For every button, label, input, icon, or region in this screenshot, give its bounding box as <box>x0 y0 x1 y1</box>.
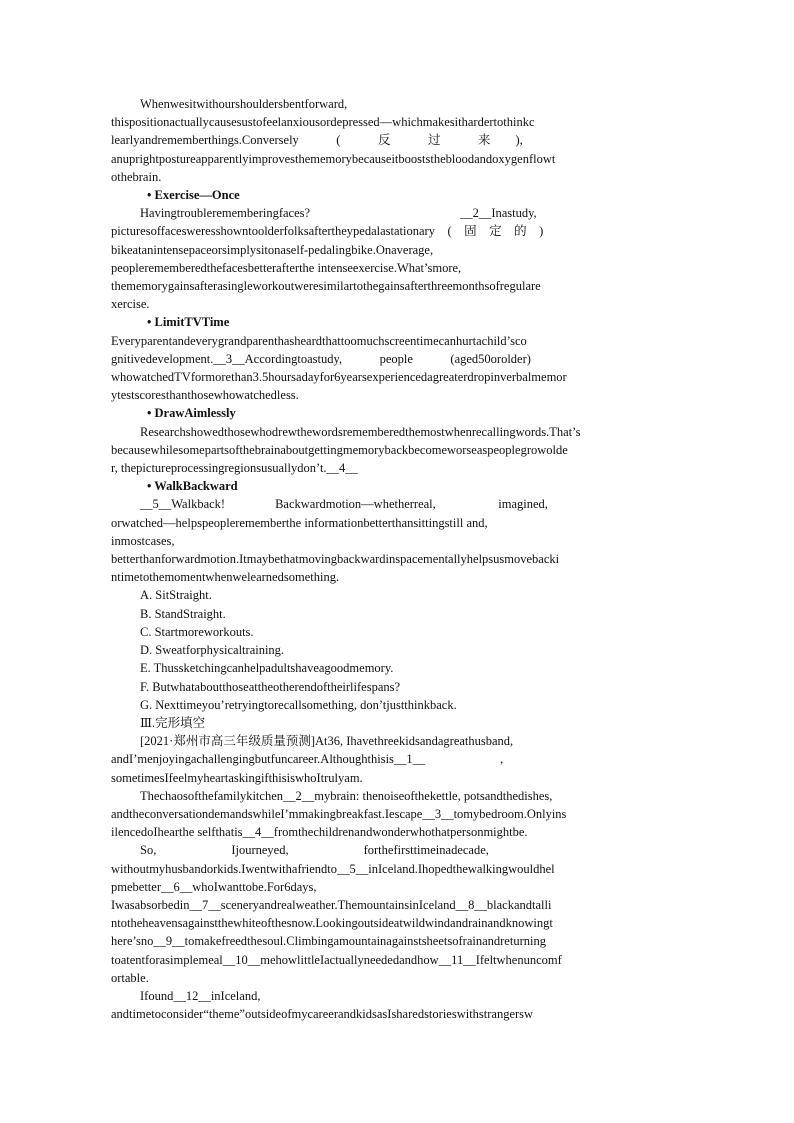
paragraph-walk <box>111 495 677 586</box>
text-line: here’sno__9__tomakefreedthesoul.Climbingamountainagainstsheetsofrainandreturning <box>111 934 546 949</box>
option-c: C. Startmoreworkouts. <box>140 624 254 639</box>
text-line: [2021·郑州市高三年级质量预测]At36, Ihavethreekidsandagreathusband, <box>140 734 514 749</box>
answer-options <box>140 586 677 713</box>
text-line: othebrain. <box>111 169 162 184</box>
text-line: thispositionactuallycausesustofeelanxiousordepressed—whichmakesithardertothinkc <box>111 115 535 130</box>
text-line: andtimetoconsider“theme”outsideofmycareerandkidsasIsharedstorieswithstrangersw <box>111 1007 534 1022</box>
text-line: So, Ijourneyed, forthefirsttimeinadecade, <box>140 843 489 858</box>
text-line: Iwasabsorbedin__7__sceneryandrealweather.ThemountainsinIceland__8__blackandtalli <box>111 897 552 912</box>
paragraph-exercise <box>111 204 677 313</box>
cloze-paragraph-1 <box>111 732 677 787</box>
option-e: E. Thussketchingcanhelpadultshaveagoodmemory. <box>140 661 394 676</box>
text-line: Thechaosofthefamilykitchen__2__mybrain: thenoiseofthekettle, potsandthedishes, <box>140 788 553 803</box>
text-line: whowatchedTVformorethan3.5hoursadayfor6yearsexperiencedagreaterdropinverbalmemor <box>111 370 567 385</box>
text-line: thememorygainsafterasingleworkoutweresimilartothegainsafterthreemonthsofregulare <box>111 279 541 294</box>
text-line: __5__Walkback! Backwardmotion—whetherreal, imagined, <box>140 497 548 512</box>
text-line: Havingtroublerememberingfaces? __2__Inastudy, <box>140 206 537 221</box>
text-line: r, thepictureprocessingregionsusuallydon’t.__4__ <box>111 461 358 476</box>
section-title: Ⅲ.完形填空 <box>140 715 206 730</box>
text-line: withoutmyhusbandorkids.Iwentwithafriendto__5__inIceland.Ihopedthewalkingwouldhel <box>111 861 555 876</box>
text-line: sometimesIfeelmyheartaskingifthisiswhoItrulyam. <box>111 770 363 785</box>
option-g: G. Nexttimeyou’retryingtorecallsomething, don’tjustthinkback. <box>140 697 457 712</box>
text-line: picturesoffacesweresshowntoolderfolksaftertheypedalastationary ( 固 定 的 ) <box>111 224 544 239</box>
document-page <box>111 95 677 1023</box>
section-heading-walk: • WalkBackward <box>147 479 238 494</box>
text-line: learlyandrememberthings.Conversely ( 反 过 来 ), <box>111 133 523 148</box>
paragraph-sit-straight <box>111 95 677 186</box>
paragraph-draw <box>111 423 677 478</box>
text-line: Everyparentandeverygrandparenthasheardthattoomuchscreentimecanhurtachild’sco <box>111 333 527 348</box>
text-line: Researchshowedthosewhodrewthewordsrememberedthemostwhenrecallingwords.That’s <box>140 424 581 439</box>
text-line: Ifound__12__inIceland, <box>140 988 261 1003</box>
text-line: ytestscoresthanthosewhowatchedless. <box>111 388 299 403</box>
text-line: anuprightpostureapparentlyimprovesthememorybecauseitbooststhebloodandoxygenflowt <box>111 151 556 166</box>
text-line: ilencedoIhearthe selfthatis__4__fromthechildrenandwonderwhothatpersonmightbe. <box>111 825 528 840</box>
text-line: becausewhilesomepartsofthebrainaboutgettingmemorybackbecomeworseaspeoplegrowolde <box>111 442 568 457</box>
option-a: A. SitStraight. <box>140 588 212 603</box>
section-heading-draw: • DrawAimlessly <box>147 406 236 421</box>
section-heading-tv: • LimitTVTime <box>147 315 230 330</box>
text-line: toatentforasimplemeal__10__mehowlittleIactuallyneededandhow__11__Ifeltwhenuncomf <box>111 952 562 967</box>
text-line: ntimetothemomentwhenwelearnedsomething. <box>111 570 340 585</box>
cloze-paragraph-4 <box>111 987 677 1023</box>
text-line: betterthanforwardmotion.Itmaybethatmovingbackwardinspacementallyhelpsusmovebacki <box>111 552 560 567</box>
cloze-paragraph-2 <box>111 787 677 842</box>
text-line: bikeatanintensepaceorsimplysitonaself-pedalingbike.Onaverage, <box>111 242 434 257</box>
text-line: ntotheheavensagainstthewhiteofthesnow.Lookingoutsideatwildwindandrainandknowingt <box>111 916 553 931</box>
text-line: andtheconversationdemandswhileI’mmakingbreakfast.Iescape__3__tomybedroom.Onlyins <box>111 806 567 821</box>
cloze-paragraph-3 <box>111 841 677 987</box>
text-line: peoplerememberedthefacesbetterafterthe intenseexercise.What’smore, <box>111 260 462 275</box>
text-line: ortable. <box>111 970 149 985</box>
text-line: gnitivedevelopment.__3__Accordingtoastudy, people (aged50orolder) <box>111 351 531 366</box>
text-line: inmostcases, <box>111 533 175 548</box>
text-line: orwatched—helpspeoplerememberthe informationbetterthansittingstill and, <box>111 515 488 530</box>
section-heading-exercise: • Exercise—Once <box>147 188 240 203</box>
text-line: pmebetter__6__whoIwanttobe.For6days, <box>111 879 317 894</box>
text-line: xercise. <box>111 297 150 312</box>
option-d: D. Sweatforphysicaltraining. <box>140 643 285 658</box>
option-b: B. StandStraight. <box>140 606 226 621</box>
text-line: Whenwesitwithourshouldersbentforward, <box>140 97 348 111</box>
option-f: F. Butwhataboutthoseattheotherendoftheirlifespans? <box>140 679 401 694</box>
text-line: andI’menjoyingachallengingbutfuncareer.Althoughthisis__1__ , <box>111 752 504 767</box>
paragraph-tv <box>111 332 677 405</box>
